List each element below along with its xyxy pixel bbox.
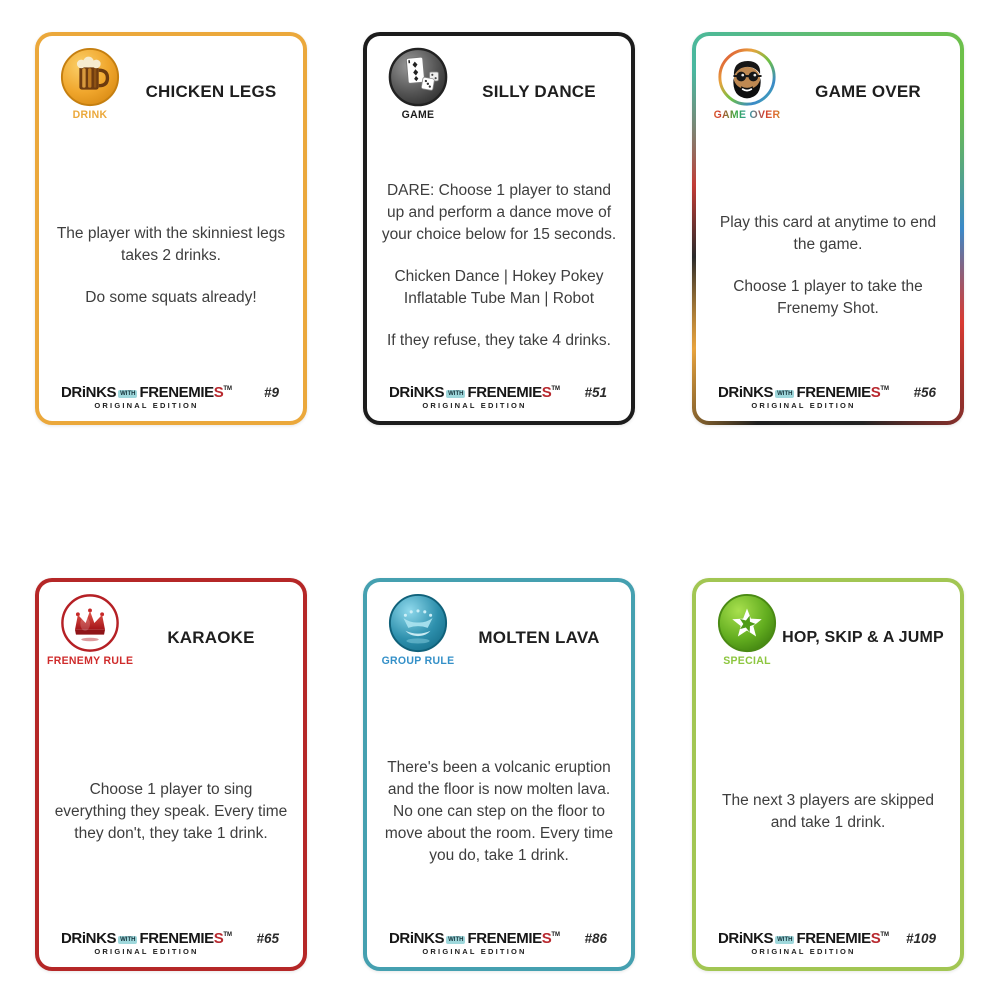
- card-title: KARAOKE: [167, 628, 255, 648]
- card-paragraph: DARE: Choose 1 player to stand up and perform a dance move of your choice below for 15 seconds.: [381, 181, 617, 243]
- logo-frenemies: FRENEMIE: [467, 383, 542, 401]
- card-text: [709, 174, 947, 357]
- trademark-symbol: TM: [223, 385, 233, 392]
- logo-drinks: DRiNKS: [61, 929, 117, 947]
- category-icon-block: [47, 592, 133, 667]
- logo-drinks: DRiNKS: [389, 929, 445, 947]
- card-text: [709, 720, 947, 903]
- category-label: DRINK: [72, 108, 108, 122]
- card-footer: [39, 385, 303, 410]
- card-title: HOP, SKIP & A JUMP: [782, 628, 944, 646]
- trademark-symbol: TM: [223, 931, 233, 938]
- card-paragraph: The player with the skinniest legs takes 2 drinks.: [56, 224, 286, 264]
- card-title: CHICKEN LEGS: [145, 82, 277, 102]
- logo-with-badge: WITH: [777, 390, 793, 397]
- logo-frenemies-s: S: [541, 383, 552, 401]
- card-text: [380, 174, 618, 357]
- card-paragraph: There's been a volcanic eruption and the floor is now molten lava. No one can step on the floor to move about the room. Every time you do, take 1 drink.: [384, 758, 614, 864]
- logo-drinks: DRiNKS: [61, 383, 117, 401]
- card-title: MOLTEN LAVA: [478, 628, 600, 648]
- logo-frenemies: FRENEMIE: [139, 929, 214, 947]
- card-number: #109: [905, 931, 936, 946]
- card-title: SILLY DANCE: [482, 82, 596, 102]
- card-karaoke: [35, 578, 307, 971]
- card-title: GAME OVER: [815, 82, 921, 102]
- edition-label: ORIGINAL EDITION: [422, 946, 527, 956]
- card-text: [380, 720, 618, 903]
- logo-with-badge: WITH: [448, 936, 464, 943]
- brand-logo: [389, 931, 560, 956]
- card-face: [367, 36, 631, 421]
- green-star-icon: [716, 592, 778, 654]
- card-chicken-legs: [35, 32, 307, 425]
- red-crown-icon: [59, 592, 121, 654]
- edition-label: ORIGINAL EDITION: [751, 946, 856, 956]
- card-paragraph: Choose 1 player to take the Frenemy Shot.: [733, 277, 923, 317]
- category-icon-block: [704, 46, 790, 121]
- trademark-symbol: TM: [880, 385, 890, 392]
- logo-frenemies-s: S: [213, 383, 224, 401]
- card-footer: [367, 385, 631, 410]
- logo-frenemies: FRENEMIE: [796, 383, 871, 401]
- logo-frenemies-s: S: [213, 929, 224, 947]
- logo-frenemies-s: S: [870, 383, 881, 401]
- card-number: #51: [584, 385, 607, 400]
- category-label: GAME: [401, 108, 435, 122]
- blue-crown-icon: [387, 592, 449, 654]
- logo-frenemies-s: S: [870, 929, 881, 947]
- card-face: [696, 582, 960, 967]
- card-paragraph: Choose 1 player to sing everything they speak. Every time they don't, they take 1 drink.: [54, 780, 288, 842]
- beer-mug-icon: [59, 46, 121, 108]
- card-face: [696, 36, 960, 421]
- card-number: #56: [913, 385, 936, 400]
- trademark-symbol: TM: [880, 931, 890, 938]
- brand-logo: [718, 385, 889, 410]
- card-footer: [696, 931, 960, 956]
- logo-with-badge: WITH: [448, 390, 464, 397]
- category-icon-block: [375, 46, 461, 121]
- card-footer: [367, 931, 631, 956]
- card-face: [367, 582, 631, 967]
- logo-drinks: DRiNKS: [718, 929, 774, 947]
- bearded-man-icon: [716, 46, 778, 108]
- card-number: #86: [584, 931, 607, 946]
- logo-frenemies: FRENEMIE: [796, 929, 871, 947]
- category-icon-block: [47, 46, 133, 121]
- logo-frenemies: FRENEMIE: [467, 929, 542, 947]
- card-footer: [696, 385, 960, 410]
- edition-label: ORIGINAL EDITION: [94, 946, 199, 956]
- card-paragraph: Chicken Dance | Hokey Pokey Inflatable Tube Man | Robot: [394, 267, 604, 307]
- edition-label: ORIGINAL EDITION: [422, 400, 527, 410]
- category-label: SPECIAL: [723, 654, 771, 668]
- card-silly-dance: [363, 32, 635, 425]
- card-paragraph: If they refuse, they take 4 drinks.: [386, 331, 611, 349]
- card-paragraph: Do some squats already!: [85, 288, 257, 306]
- card-hop-skip-jump: [692, 578, 964, 971]
- trademark-symbol: TM: [551, 385, 561, 392]
- card-text: [52, 174, 290, 357]
- logo-drinks: DRiNKS: [718, 383, 774, 401]
- logo-with-badge: WITH: [120, 936, 136, 943]
- card-paragraph: The next 3 players are skipped and take 1 drink.: [722, 791, 934, 831]
- brand-logo: [389, 385, 560, 410]
- logo-with-badge: WITH: [777, 936, 793, 943]
- brand-logo: [718, 931, 889, 956]
- card-paragraph: Play this card at anytime to end the game.: [719, 213, 937, 253]
- trademark-symbol: TM: [551, 931, 561, 938]
- edition-label: ORIGINAL EDITION: [94, 400, 199, 410]
- logo-drinks: DRiNKS: [389, 383, 445, 401]
- card-number: #9: [263, 385, 279, 400]
- card-face: [39, 36, 303, 421]
- category-label: FRENEMY RULE: [47, 654, 134, 668]
- edition-label: ORIGINAL EDITION: [751, 400, 856, 410]
- category-label: GAME OVER: [704, 109, 790, 122]
- brand-logo: [61, 931, 232, 956]
- card-molten-lava: [363, 578, 635, 971]
- card-footer: [39, 931, 303, 956]
- category-icon-block: [375, 592, 461, 667]
- logo-frenemies: FRENEMIE: [139, 383, 214, 401]
- logo-frenemies-s: S: [541, 929, 552, 947]
- card-face: [39, 582, 303, 967]
- playing-cards-dice-icon: [387, 46, 449, 108]
- category-label: GROUP RULE: [381, 654, 455, 668]
- card-text: [52, 720, 290, 903]
- logo-with-badge: WITH: [120, 390, 136, 397]
- card-number: #65: [256, 931, 279, 946]
- card-game-over: [692, 32, 964, 425]
- brand-logo: [61, 385, 232, 410]
